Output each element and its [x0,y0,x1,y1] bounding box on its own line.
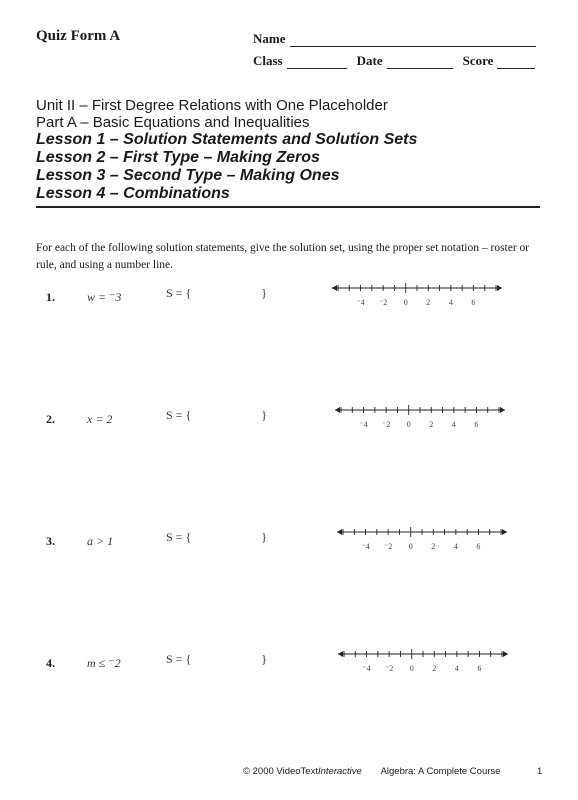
date-field[interactable] [387,56,453,69]
copyright-text: © 2000 VideoText [243,766,318,777]
tick-label: ⁻4 [356,298,365,307]
tick-label: 2 [431,542,436,551]
problem-2-number: 2. [46,412,55,426]
left-arrow [332,285,337,291]
date-label: Date [356,53,383,68]
quiz-form-title: Quiz Form A [36,28,121,44]
set-open: S = { [166,530,192,544]
tick-label: 0 [406,420,411,429]
left-arrow [338,651,343,657]
tick-label: ⁻2 [385,664,394,673]
part-title: Part A – Basic Equations and Inequalities [36,114,310,131]
tick-label: 6 [471,298,476,307]
tick-label: ⁻2 [382,420,391,429]
problem-1-solution-set[interactable] [166,286,267,301]
left-arrow [337,529,342,535]
problem-4-statement: m ≤ ⁻2 [87,656,121,670]
problem-3-solution-set[interactable] [166,530,267,545]
tick-label: 0 [408,542,413,551]
left-arrow [335,407,340,413]
number-line-1[interactable] [330,280,504,312]
lesson-4-title: Lesson 4 – Combinations [36,185,230,202]
set-close: } [261,408,267,422]
class-date-score-row [253,53,545,69]
number-line-4[interactable] [336,646,510,678]
problem-1-statement: w = ⁻3 [87,290,122,304]
set-close: } [261,652,267,666]
tick-label: 0 [409,664,414,673]
name-label: Name [253,31,286,46]
tick-label: 2 [429,420,434,429]
score-label: Score [462,53,494,68]
tick-label: ⁻2 [379,298,388,307]
set-open: S = { [166,286,192,300]
unit-heading-block [36,97,540,208]
unit-title: Unit II – First Degree Relations with One Placeholder [36,97,388,114]
problem-3-statement: a > 1 [87,534,114,548]
set-close: } [261,530,267,544]
problem-3-number: 3. [46,534,55,548]
score-field[interactable] [497,56,535,69]
tick-label: 6 [476,542,481,551]
tick-label: 6 [477,664,482,673]
number-line-2[interactable] [333,402,507,434]
number-line-3[interactable] [335,524,509,556]
problem-4-solution-set[interactable] [166,652,267,667]
course-title: Algebra: A Complete Course [380,766,501,777]
lesson-3-title: Lesson 3 – Second Type – Making Ones [36,167,340,184]
tick-label: ⁻4 [359,420,368,429]
name-row [253,31,546,47]
name-field[interactable] [290,34,536,47]
problem-2-solution-set[interactable] [166,408,267,423]
set-open: S = { [166,652,192,666]
problem-1-number: 1. [46,290,55,304]
problem-4-number: 4. [46,656,55,670]
tick-label: 2 [432,664,437,673]
tick-label: ⁻2 [384,542,393,551]
tick-label: ⁻4 [361,542,370,551]
set-close: } [261,286,267,300]
instructions: For each of the following solution statements, give the solution set, using the proper set notation – roster or rule, and using a number line. [36,242,530,271]
tick-label: 2 [426,298,431,307]
copyright-italic: Interactive [317,766,362,777]
class-label: Class [253,53,283,68]
tick-label: 4 [453,542,458,551]
tick-label: 4 [448,298,453,307]
tick-label: 6 [474,420,479,429]
tick-label: ⁻4 [362,664,371,673]
tick-label: 4 [454,664,459,673]
right-arrow [500,407,505,413]
tick-label: 4 [451,420,456,429]
right-arrow [503,651,508,657]
lesson-1-title: Lesson 1 – Solution Statements and Solution Sets [36,131,418,148]
tick-label: 0 [403,298,408,307]
class-field[interactable] [287,56,347,69]
right-arrow [502,529,507,535]
set-open: S = { [166,408,192,422]
right-arrow [497,285,502,291]
page-number: 1 [537,766,543,777]
lesson-2-title: Lesson 2 – First Type – Making Zeros [36,149,320,166]
footer-credits [243,766,500,777]
problem-2-statement: x = 2 [87,412,113,426]
